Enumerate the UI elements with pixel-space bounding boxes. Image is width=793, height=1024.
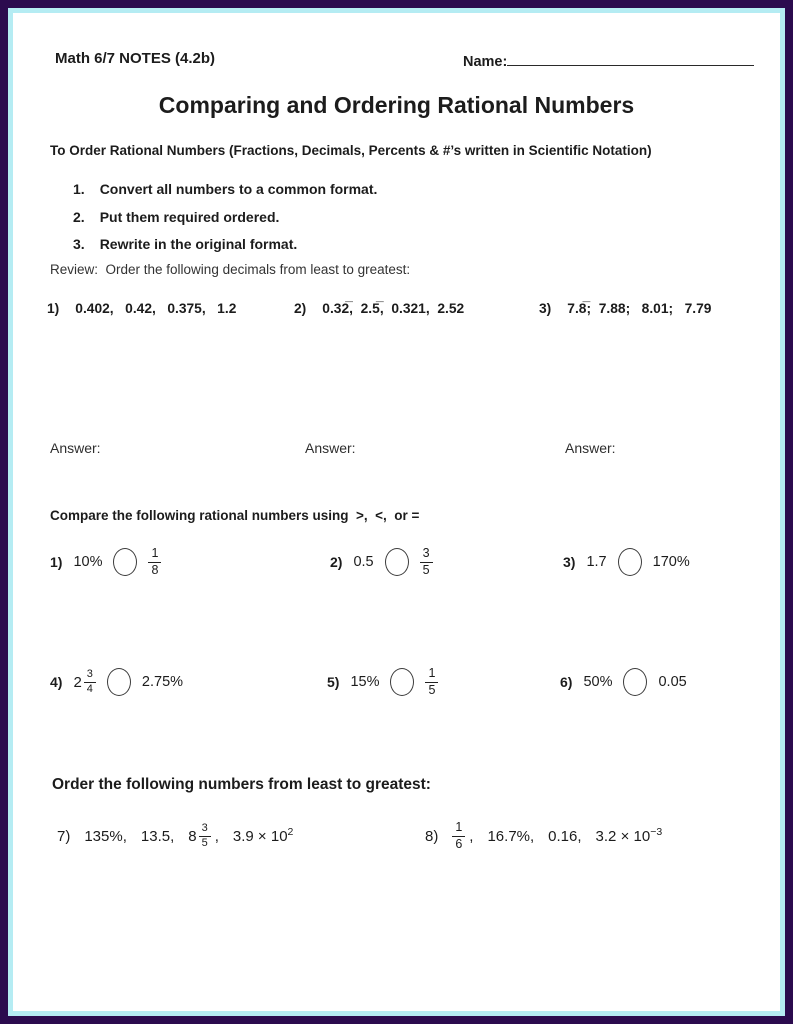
whole-number: 2: [73, 673, 82, 691]
problem-values: 7.8̅; 7.88; 8.01; 7.79: [567, 301, 712, 316]
sci-exponent: −3: [650, 825, 663, 838]
item-number: 2): [330, 554, 343, 570]
left-value: 50%: [583, 674, 613, 690]
fraction: [199, 823, 211, 849]
fraction-numerator: 3: [84, 669, 96, 683]
item-number: 3): [563, 554, 576, 570]
step-3: [73, 236, 297, 252]
name-label: Name:: [463, 54, 508, 70]
comma: ,: [214, 827, 219, 845]
whole-number: 8: [188, 827, 197, 845]
step-1: [73, 181, 377, 197]
page-title: Comparing and Ordering Rational Numbers: [158, 92, 635, 118]
answer-label-3: Answer:: [565, 440, 616, 456]
left-value: 15%: [350, 674, 380, 690]
compare-item-6: [560, 658, 687, 706]
left-value: 1.7: [586, 554, 607, 570]
item-number: 1): [50, 554, 63, 570]
fraction-denominator: 5: [201, 836, 208, 849]
fraction-denominator: 4: [86, 682, 93, 695]
fraction-numerator: 1: [452, 821, 465, 836]
problem-number: 2): [294, 301, 307, 316]
sci-exponent: 2: [287, 825, 294, 838]
order-problem-7: [57, 815, 293, 857]
review-problem-2: [294, 301, 464, 316]
compare-item-5: [327, 658, 438, 706]
comma: ,: [469, 827, 474, 845]
worksheet-sheet: [8, 8, 785, 1016]
fraction-numerator: 3: [199, 823, 211, 837]
name-field: [463, 50, 754, 70]
fraction-denominator: 6: [455, 836, 463, 851]
fraction-denominator: 5: [428, 682, 436, 697]
comparison-circle: [618, 548, 642, 576]
fraction-denominator: 5: [422, 562, 430, 577]
scientific-notation: [595, 825, 663, 845]
value: 0.16,: [548, 827, 582, 845]
comparison-circle: [107, 668, 131, 696]
scientific-notation: [232, 825, 294, 845]
compare-heading: Compare the following rational numbers using >, <, or =: [50, 508, 420, 523]
item-number: 6): [560, 674, 573, 690]
comparison-circle: [623, 668, 647, 696]
problem-values: 0.32̅, 2.5̅, 0.321, 2.52: [322, 301, 465, 316]
step-number: 3.: [73, 236, 85, 252]
answer-label-1: Answer:: [50, 440, 101, 456]
compare-item-2: [330, 538, 433, 586]
compare-item-1: [50, 538, 161, 586]
problem-number: 8): [425, 827, 439, 845]
review-problem-3: [539, 301, 711, 316]
fraction: [84, 669, 96, 695]
fraction-numerator: 1: [425, 667, 438, 682]
sci-base: 3.2 × 10: [595, 827, 651, 845]
step-number: 1.: [73, 181, 85, 197]
fraction: [425, 667, 438, 696]
step-text: Put them required ordered.: [99, 209, 280, 225]
name-blank-line: [507, 50, 754, 66]
problem-number: 7): [57, 827, 71, 845]
review-problem-1: [47, 301, 236, 316]
item-number: 5): [327, 674, 340, 690]
sci-base: 3.9 × 10: [232, 827, 288, 845]
comparison-circle: [385, 548, 409, 576]
right-value: 170%: [652, 554, 690, 570]
order-problem-8: [425, 815, 662, 857]
review-prompt: Review: Order the following decimals from least to greatest:: [50, 262, 411, 277]
value: 13.5,: [140, 827, 175, 845]
step-text: Rewrite in the original format.: [99, 236, 298, 252]
value: 16.7%,: [487, 827, 535, 845]
step-2: [73, 209, 279, 225]
step-number: 2.: [73, 209, 85, 225]
intro-line: To Order Rational Numbers (Fractions, Decimals, Percents & #’s written in Scientific Notation): [50, 143, 652, 158]
fraction: [148, 547, 161, 576]
fraction-numerator: 1: [148, 547, 161, 562]
mixed-number: [73, 669, 95, 695]
comparison-circle: [390, 668, 414, 696]
compare-item-3: [563, 538, 690, 586]
mixed-number: [188, 823, 210, 849]
value: 135%,: [84, 827, 127, 845]
comparison-circle: [113, 548, 137, 576]
fraction-numerator: 3: [420, 547, 433, 562]
order-heading: Order the following numbers from least to greatest:: [52, 776, 431, 793]
problem-values: 0.402, 0.42, 0.375, 1.2: [75, 301, 237, 316]
right-value: 2.75%: [141, 674, 184, 690]
item-number: 4): [50, 674, 63, 690]
left-value: 0.5: [353, 554, 374, 570]
answer-label-2: Answer:: [305, 440, 356, 456]
problem-number: 1): [47, 301, 60, 316]
right-value: 0.05: [658, 674, 687, 690]
left-value: 10%: [73, 554, 103, 570]
fraction-denominator: 8: [151, 562, 159, 577]
course-label: Math 6/7 NOTES (4.2b): [55, 50, 216, 67]
fraction: [420, 547, 433, 576]
fraction: [452, 821, 465, 850]
compare-item-4: [50, 658, 183, 706]
problem-number: 3): [539, 301, 552, 316]
step-text: Convert all numbers to a common format.: [99, 181, 378, 197]
